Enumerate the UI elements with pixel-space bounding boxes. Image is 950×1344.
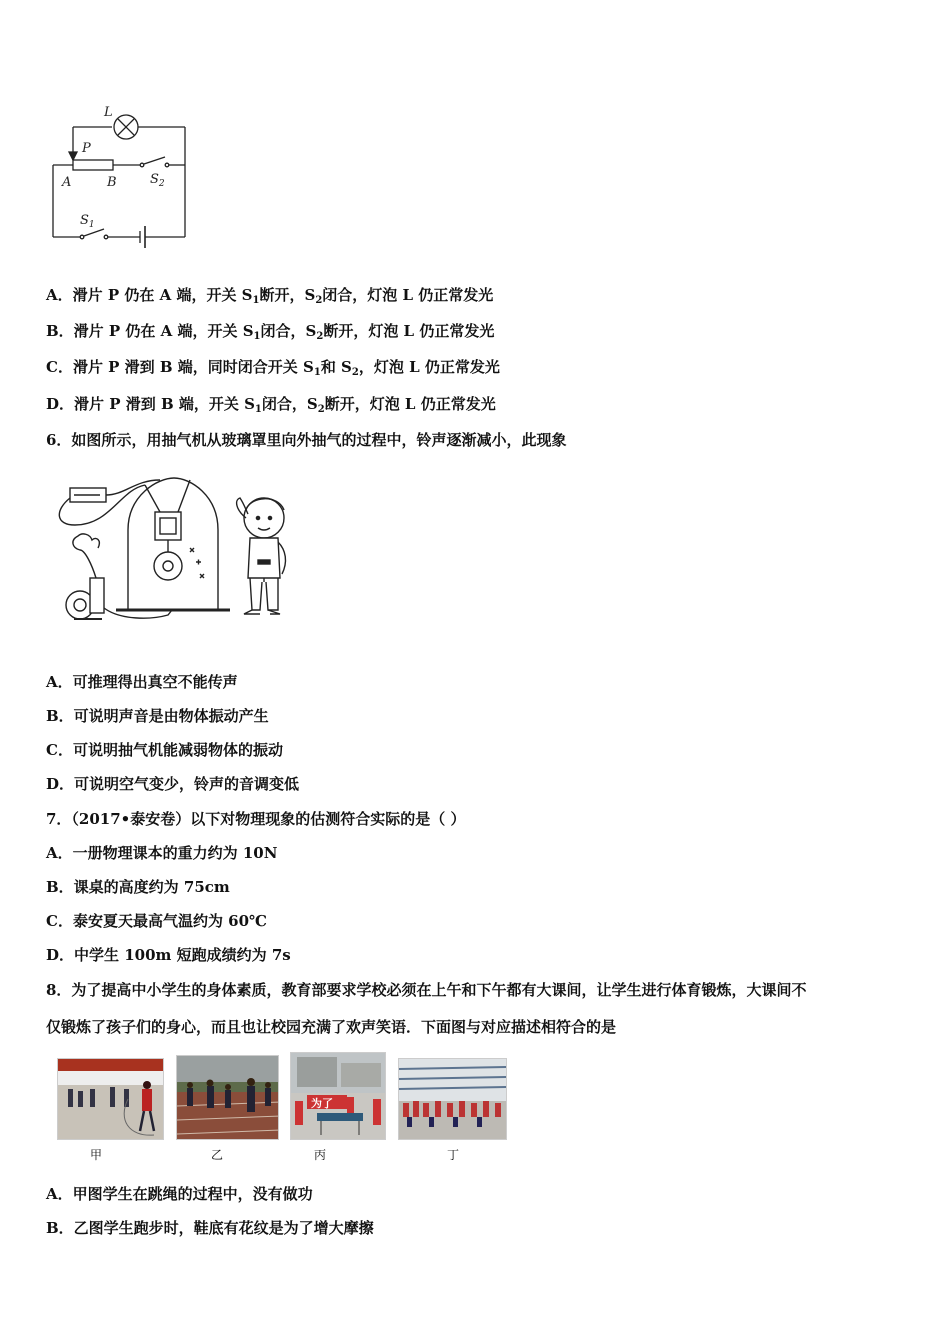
photo-jia-jump-rope bbox=[57, 1058, 164, 1140]
label-b: B bbox=[107, 175, 117, 190]
q7-option-a: A．一册物理课本的重力约为 10N bbox=[46, 844, 278, 862]
q5-option-b: B．滑片 P 仍在 A 端，开关 $S_1$闭合，$S_2$断开，灯泡 L 仍正常发光 bbox=[46, 322, 495, 342]
circuit-diagram bbox=[40, 100, 200, 250]
q6-option-c: C．可说明抽气机能减弱物体的振动 bbox=[46, 741, 283, 759]
q8-stem-line2: 仅锻炼了孩子们的身心，而且也让校园充满了欢声笑语．下面图与对应描述相符合的是 bbox=[46, 1018, 617, 1036]
photo-bing-table-tennis bbox=[290, 1052, 386, 1140]
photo-ding-exercise bbox=[398, 1058, 507, 1140]
q7-option-d: D．中学生 100m 短跑成绩约为 7s bbox=[46, 946, 291, 964]
label-s2: $S_2$ bbox=[150, 172, 165, 189]
caption-ding: 丁 bbox=[446, 1148, 459, 1162]
q6-stem: 6．如图所示，用抽气机从玻璃罩里向外抽气的过程中，铃声逐渐减小，此现象 bbox=[46, 431, 567, 449]
q6-option-d: D．可说明空气变少，铃声的音调变低 bbox=[46, 775, 300, 793]
bell-jar-illustration bbox=[50, 470, 300, 630]
photo-yi-running bbox=[176, 1055, 279, 1140]
q7-option-c: C．泰安夏天最高气温约为 60℃ bbox=[46, 912, 268, 930]
caption-bing: 丙 bbox=[313, 1148, 326, 1162]
label-slider-p: P bbox=[82, 141, 91, 156]
caption-yi: 乙 bbox=[210, 1148, 223, 1162]
q5-option-a: A．滑片 P 仍在 A 端，开关 $S_1$断开，$S_2$闭合，灯泡 L 仍正常发光 bbox=[46, 286, 494, 306]
q8-stem-line1: 8．为了提高中小学生的身体素质，教育部要求学校必须在上午和下午都有大课间，让学生进行体育锻炼，大课间不 bbox=[46, 981, 807, 999]
caption-jia: 甲 bbox=[89, 1148, 102, 1162]
q7-stem: 7．（2017•泰安卷）以下对物理现象的估测符合实际的是（ ） bbox=[46, 810, 466, 828]
label-a: A bbox=[62, 175, 72, 190]
q5-option-c: C．滑片 P 滑到 B 端，同时闭合开关 $S_1$和 $S_2$，灯泡 L 仍正常发光 bbox=[46, 358, 500, 378]
q8-option-b: B．乙图学生跑步时，鞋底有花纹是为了增大摩擦 bbox=[46, 1219, 374, 1237]
q6-option-a: A．可推理得出真空不能传声 bbox=[46, 673, 238, 691]
q8-option-a: A．甲图学生在跳绳的过程中，没有做功 bbox=[46, 1185, 313, 1203]
q6-option-b: B．可说明声音是由物体振动产生 bbox=[46, 707, 269, 725]
banner-text: 为了 bbox=[311, 1097, 333, 1110]
label-s1: $S_1$ bbox=[80, 213, 95, 230]
q5-option-d: D．滑片 P 滑到 B 端，开关 $S_1$闭合，$S_2$断开，灯泡 L 仍正常发光 bbox=[46, 395, 496, 415]
label-lamp: L bbox=[104, 105, 113, 120]
q7-option-b: B．课桌的高度约为 75cm bbox=[46, 878, 230, 896]
